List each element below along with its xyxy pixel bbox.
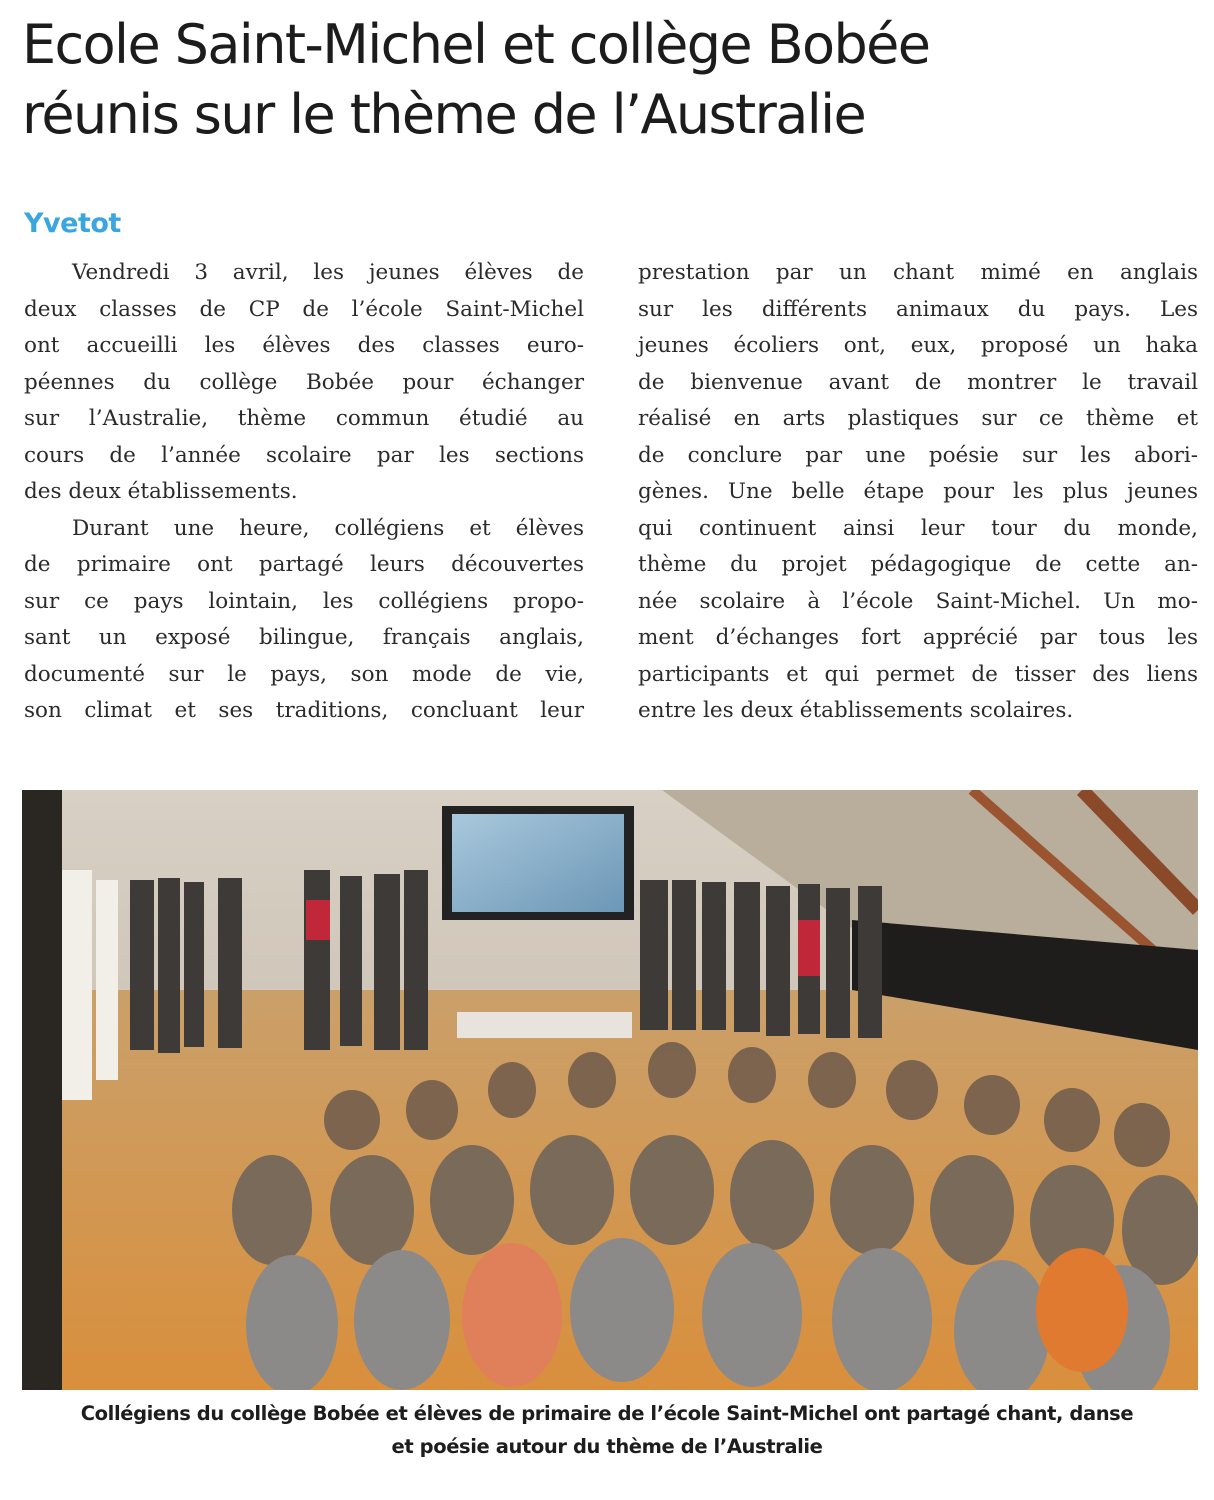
text-line: des deux établissements. <box>24 479 298 504</box>
text-line: cours de l’année scolaire par les sections <box>24 442 584 468</box>
text-line: ment d’échanges fort apprécié par tous les <box>638 625 1198 650</box>
text-line: péennes du collège Bobée pour échanger <box>24 369 584 395</box>
text-line: de bienvenue avant de montrer le travail <box>638 369 1198 395</box>
text-line: documenté sur le pays, son mode de vie, <box>24 661 584 687</box>
text-line: thème du projet pédagogique de cette an- <box>638 552 1198 577</box>
text-line: sant un exposé bilingue, français anglais, <box>24 625 584 650</box>
article-column-right <box>638 255 1198 730</box>
text-line: participants et qui permet de tisser des liens <box>638 661 1198 687</box>
text-line: sur l’Australie, thème commun étudié au <box>24 406 584 431</box>
text-line: de conclure par une poésie sur les abori- <box>638 442 1198 468</box>
text-line: jeunes écoliers ont, eux, proposé un haka <box>638 333 1198 358</box>
photo-illustration <box>22 790 1198 1390</box>
article-column-left <box>24 255 584 730</box>
caption-line: Collégiens du collège Bobée et élèves de primaire de l’école Saint-Michel ont partagé chant, danse <box>80 1402 1134 1425</box>
headline-line: Ecole Saint-Michel et collège Bobée <box>22 13 930 76</box>
text-line: deux classes de CP de l’école Saint-Michel <box>24 296 584 322</box>
text-line: entre les deux établissements scolaires. <box>638 698 1074 723</box>
text-line: sur ce pays lointain, les collégiens propo- <box>24 588 584 614</box>
photo-caption <box>0 1397 1214 1463</box>
headline-line: réunis sur le thème de l’Australie <box>22 83 866 146</box>
text-line: sur les différents animaux du pays. Les <box>638 296 1198 322</box>
text-line: qui continuent ainsi leur tour du monde, <box>638 515 1198 541</box>
text-line: son climat et ses traditions, concluant leur <box>24 698 584 723</box>
text-line: née scolaire à l’école Saint-Michel. Un mo- <box>638 588 1198 614</box>
text-line: prestation par un chant mimé en anglais <box>638 260 1198 285</box>
text-line: Durant une heure, collégiens et élèves <box>72 515 584 541</box>
caption-line: et poésie autour du thème de l’Australie <box>391 1435 823 1458</box>
text-line: gènes. Une belle étape pour les plus jeunes <box>638 479 1198 504</box>
article-photo <box>22 790 1198 1390</box>
article-headline <box>22 10 1202 150</box>
text-line: ont accueilli les élèves des classes euro- <box>24 333 584 358</box>
text-line: Vendredi 3 avril, les jeunes élèves de <box>72 260 584 285</box>
text-line: de primaire ont partagé leurs découvertes <box>24 552 584 577</box>
locality-label: Yvetot <box>24 208 121 239</box>
text-line: réalisé en arts plastiques sur ce thème et <box>638 406 1198 431</box>
